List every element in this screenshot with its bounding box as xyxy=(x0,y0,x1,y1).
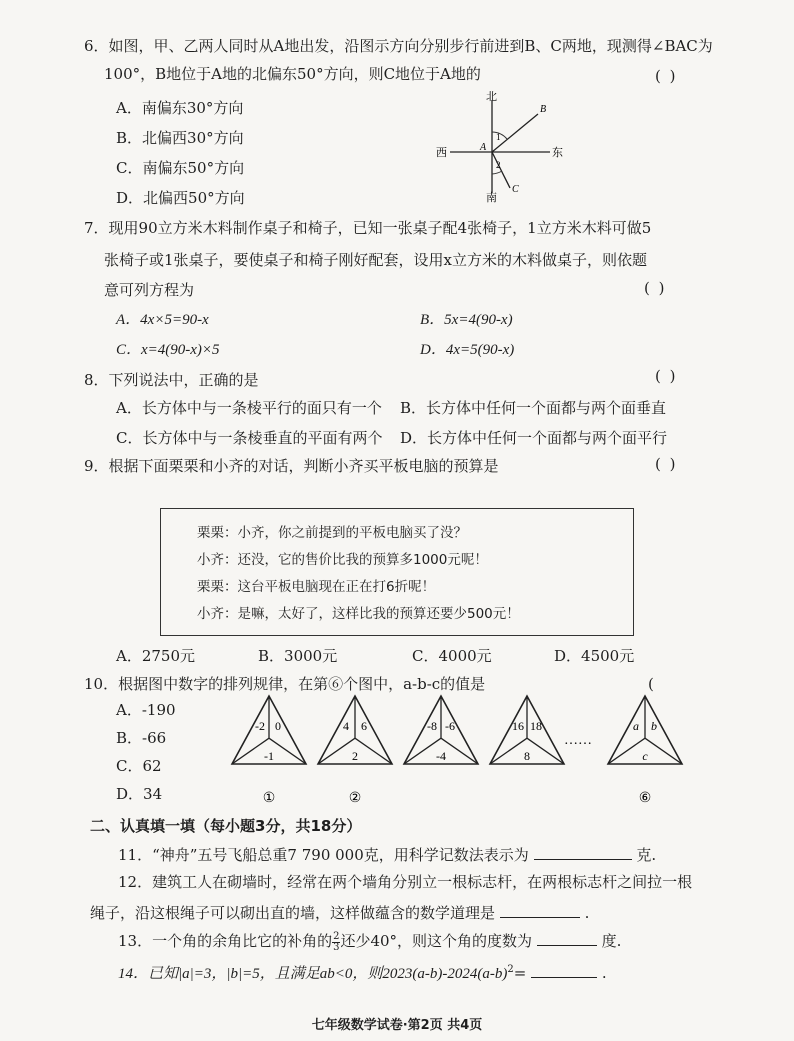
q14-equals: = xyxy=(513,964,527,982)
dialog-line-3: 栗栗：这台平板电脑现在正在打6折呢！ xyxy=(197,579,436,595)
q13-text-mid: 还少40°，则这个角的度数为 xyxy=(340,932,533,950)
section-2-heading: 二、认真填一填（每小题3分，共18分） xyxy=(90,817,362,835)
q6-option-c: C．南偏东50°方向 xyxy=(116,159,245,177)
q7-line-2: 张椅子或1张桌子，要使桌子和椅子刚好配套，设用x立方米的木料做桌子，则依题 xyxy=(104,251,648,269)
triangle-figure-3 xyxy=(404,696,478,764)
triangle-index-label: ② xyxy=(348,791,362,806)
triangle-divider xyxy=(269,738,306,764)
q12-line-2 xyxy=(90,902,589,923)
q9-line-1: 9．根据下面栗栗和小齐的对话，判断小齐买平板电脑的预算是 xyxy=(84,457,499,475)
q8-option-a: A．长方体中与一条棱平行的面只有一个 xyxy=(116,399,382,417)
q9-answer-paren: ( ) xyxy=(655,455,678,473)
dialog-line-4: 小齐：是嘛，太好了，这样比我的预算还要少500元！ xyxy=(197,606,520,622)
q7-option-a: A．4x×5=90-x xyxy=(116,312,209,328)
point-c-label: C xyxy=(512,184,519,195)
east-label: 东 xyxy=(552,147,563,159)
q11-line xyxy=(118,844,656,865)
q6-line-2: 100°，B地位于A地的北偏东50°方向，则C地位于A地的 xyxy=(104,65,481,83)
triangle-index-label: ① xyxy=(262,791,276,806)
q11-text: 11．“神舟”五号飞船总重7 790 000克，用科学记数法表示为 xyxy=(118,846,529,864)
triangle-bottom-value: c xyxy=(642,749,648,763)
q14-text: 14．已知|a|=3，|b|=5，且满足ab<0，则2023(a-b)-2024(a-b) xyxy=(118,966,508,982)
triangle-figure-1 xyxy=(232,696,306,806)
q12-end: . xyxy=(584,904,590,922)
triangle-divider xyxy=(441,738,478,764)
west-label: 西 xyxy=(436,147,447,159)
q10-triangle-figures xyxy=(230,692,690,808)
triangle-right-value: -6 xyxy=(445,719,455,733)
q9-option-d: D．4500元 xyxy=(554,647,635,665)
q8-option-d: D．长方体中任何一个面都与两个面平行 xyxy=(400,429,668,447)
q10-line-1: 10．根据图中数字的排列规律，在第⑥个图中，a-b-c的值是 xyxy=(84,675,486,693)
ray-ac xyxy=(492,152,510,188)
q9-option-b: B．3000元 xyxy=(258,647,338,665)
triangle-bottom-value: 2 xyxy=(352,749,358,763)
q10-option-b: B．-66 xyxy=(116,729,167,747)
triangle-left-value: -2 xyxy=(255,719,265,733)
page-footer: 七年级数学试卷·第2页 共4页 xyxy=(311,1018,483,1033)
q14-answer-blank[interactable] xyxy=(531,962,597,978)
q13-line xyxy=(118,930,621,953)
q10-option-d: D．34 xyxy=(116,785,163,803)
point-a-label: A xyxy=(480,142,487,153)
south-label: 南 xyxy=(486,192,497,203)
q12-line-1: 12．建筑工人在砌墙时，经常在两个墙角分别立一根标志杆，在两根标志杆之间拉一根 xyxy=(118,873,693,891)
q13-unit: 度. xyxy=(601,932,622,950)
triangle-figure-2 xyxy=(318,696,392,806)
q12-text: 绳子，沿这根绳子可以砌出直的墙，这样做蕴含的数学道理是 xyxy=(90,904,496,922)
north-label: 北 xyxy=(486,91,497,103)
triangle-right-value: b xyxy=(651,719,657,733)
triangle-left-value: a xyxy=(633,719,639,733)
q12-answer-blank[interactable] xyxy=(500,902,580,918)
q7-answer-paren: ( ) xyxy=(644,279,667,297)
triangle-right-value: 6 xyxy=(361,719,367,733)
triangle-divider xyxy=(645,738,682,764)
q13-answer-blank[interactable] xyxy=(537,930,597,946)
q6-direction-figure xyxy=(430,88,570,203)
angle-2-label: 2 xyxy=(496,160,501,170)
q8-answer-paren: ( ) xyxy=(655,367,678,385)
triangle-divider xyxy=(608,738,645,764)
q6-answer-paren: ( ) xyxy=(655,67,678,85)
pattern-ellipsis: …… xyxy=(564,733,592,748)
triangle-left-value: 4 xyxy=(343,719,349,733)
triangle-bottom-value: -4 xyxy=(436,749,446,763)
triangle-right-value: 0 xyxy=(275,719,281,733)
q7-line-3: 意可列方程为 xyxy=(104,281,195,299)
q7-line-1: 7．现用90立方米木料制作桌子和椅子，已知一张桌子配4张椅子，1立方米木料可做5 xyxy=(84,219,652,237)
q14-line xyxy=(118,960,607,984)
q13-text-pre: 13．一个角的余角比它的补角的 xyxy=(118,932,333,950)
q13-fraction-numerator: 2 xyxy=(333,930,340,942)
triangle-figure-4 xyxy=(490,696,564,764)
q10-answer-paren: ( xyxy=(648,675,656,693)
dialog-line-1: 栗栗：小齐，你之前提到的平板电脑买了没？ xyxy=(197,525,467,541)
triangle-divider xyxy=(318,738,355,764)
point-b-label: B xyxy=(540,104,547,115)
dialog-line-2: 小齐：还没，它的售价比我的预算多1000元呢！ xyxy=(197,552,488,568)
q11-answer-blank[interactable] xyxy=(534,844,632,860)
triangle-left-value: 16 xyxy=(512,719,524,733)
q13-fraction-denominator: 3 xyxy=(333,941,340,953)
q9-option-c: C．4000元 xyxy=(412,647,492,665)
q6-option-b: B．北偏西30°方向 xyxy=(116,129,244,147)
triangle-index-label: ⑥ xyxy=(638,791,652,806)
q6-option-d: D．北偏西50°方向 xyxy=(116,189,245,207)
q8-option-b: B．长方体中任何一个面都与两个面垂直 xyxy=(400,399,667,417)
triangle-divider xyxy=(527,738,564,764)
q14-end: . xyxy=(601,964,607,982)
triangle-right-value: 18 xyxy=(530,719,542,733)
angle-1-label: 1 xyxy=(496,132,501,142)
triangle-bottom-value: -1 xyxy=(264,749,274,763)
q14-exponent: 2 xyxy=(507,964,514,975)
triangle-left-value: -8 xyxy=(427,719,437,733)
q9-option-a: A．2750元 xyxy=(116,647,196,665)
triangle-divider xyxy=(355,738,392,764)
q8-option-c: C．长方体中与一条棱垂直的平面有两个 xyxy=(116,429,383,447)
q10-option-c: C．62 xyxy=(116,757,162,775)
q6-line-1: 6．如图，甲、乙两人同时从A地出发，沿图示方向分别步行前进到B、C两地，现测得∠BAC为 xyxy=(84,37,713,55)
q8-line-1: 8．下列说法中，正确的是 xyxy=(84,371,259,389)
triangle-figure-5 xyxy=(608,696,682,806)
angle-arc-2 xyxy=(492,171,502,174)
q7-option-c: C．x=4(90-x)×5 xyxy=(116,342,220,358)
triangle-divider xyxy=(490,738,527,764)
q9-dialog-box xyxy=(160,508,634,636)
q7-option-b: B．5x=4(90-x) xyxy=(420,312,513,328)
q6-option-a: A．南偏东30°方向 xyxy=(116,99,244,117)
q11-unit: 克. xyxy=(636,846,657,864)
q10-option-a: A．-190 xyxy=(116,701,176,719)
q7-option-d: D．4x=5(90-x) xyxy=(420,342,515,358)
triangle-bottom-value: 8 xyxy=(524,749,530,763)
